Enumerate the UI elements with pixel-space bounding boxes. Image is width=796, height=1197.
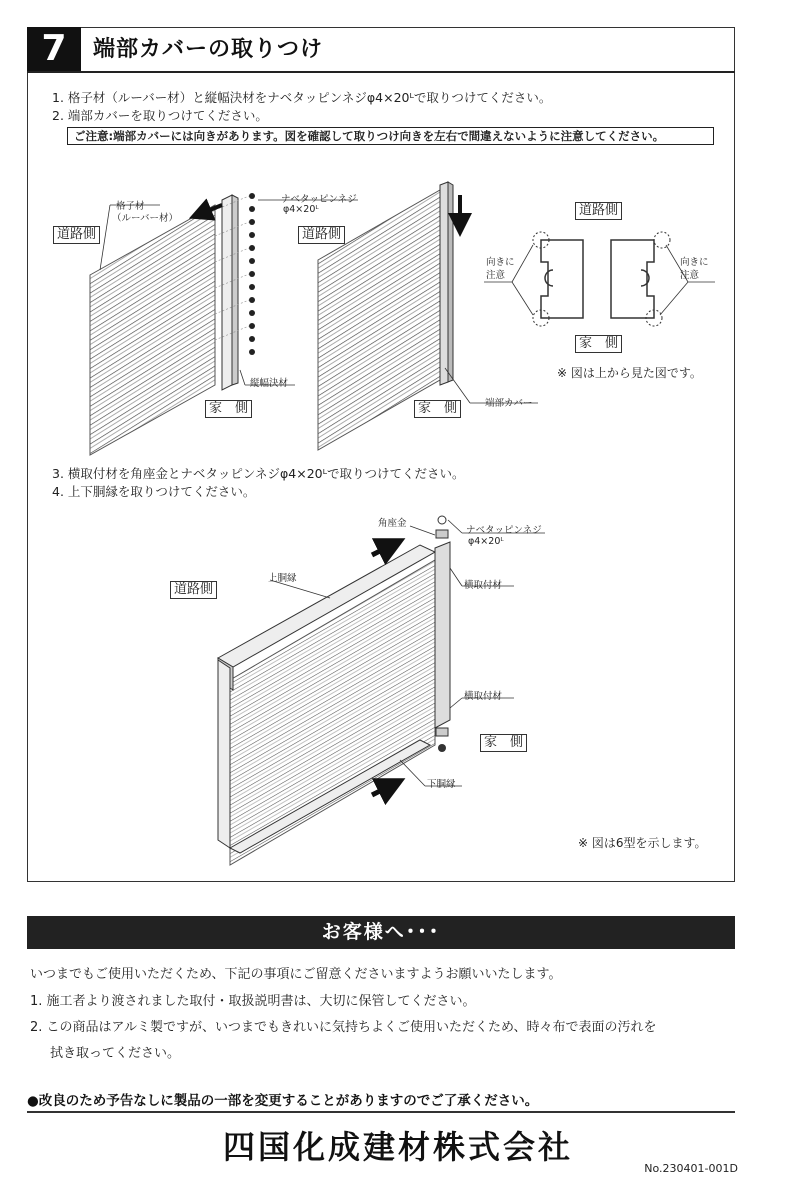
lower-rail-label: 下胴縁 (427, 779, 456, 790)
caution-direction-right: 向きに 注意 (680, 257, 709, 281)
upper-rail-label: 上胴縁 (268, 573, 297, 584)
instruction-3: 3. 横取付材を角座金とナベタッピンネジφ4×20ᴸで取りつけてください。 (52, 466, 465, 481)
screw-size-2: φ4×20ᴸ (468, 536, 504, 547)
house-side-label-4: 家 側 (480, 734, 527, 752)
customer-item-1: 1. 施工者より渡されました取付・取扱説明書は、大切に保管してください。 (30, 994, 476, 1009)
top-view-note: ※ 図は上から見た図です。 (557, 366, 702, 380)
instruction-1: 1. 格子材（ルーバー材）と縦幅決材をナベタッピンネジφ4×20ᴸで取りつけてください。 (52, 90, 552, 105)
customer-item-2-cont: 拭き取ってください。 (50, 1046, 181, 1061)
company-name: 四国化成建材株式会社 (222, 1128, 573, 1166)
road-side-label-3: 道路側 (575, 202, 622, 220)
washer-label: 角座金 (378, 518, 407, 529)
instruction-4: 4. 上下胴縁を取りつけてください。 (52, 484, 256, 499)
house-side-label-3: 家 側 (575, 335, 622, 353)
caution-box: ご注意:端部カバーには向きがあります。図を確認して取りつけ向きを左右で間違えないように注意してください。 (67, 127, 714, 145)
document-number: No.230401-001D (644, 1162, 738, 1175)
house-side-label-1: 家 側 (205, 400, 252, 418)
road-side-label-2: 道路側 (298, 226, 345, 244)
end-cover-label: 端部カバー (485, 398, 533, 409)
customer-intro: いつまでもご使用いただくため、下記の事項にご留意くださいますようお願いいたします。 (30, 967, 562, 982)
model-note: ※ 図は6型を示します。 (578, 836, 707, 850)
road-side-label-4: 道路側 (170, 581, 217, 599)
road-side-label-1: 道路側 (53, 226, 100, 244)
house-side-label-2: 家 側 (414, 400, 461, 418)
lattice-label: 格子材 (116, 201, 145, 212)
screw-label-1: ナベタッピンネジ (281, 194, 357, 205)
side-mount-top-label: 横取付材 (464, 580, 503, 591)
screw-label-2: ナベタッピンネジ (466, 525, 542, 536)
vertical-member-label: 縦幅決材 (250, 378, 289, 389)
instruction-2: 2. 端部カバーを取りつけてください。 (52, 108, 268, 123)
lattice-sub-label: （ルーバー材） (112, 213, 179, 224)
screw-size-1: φ4×20ᴸ (283, 204, 319, 215)
customer-banner: お客様へ･･･ (27, 916, 735, 949)
step-number-badge: 7 (27, 27, 81, 71)
caution-direction-left: 向きに 注意 (486, 257, 515, 281)
change-notice: ●改良のため予告なしに製品の一部を変更することがありますのでご了承ください。 (27, 1093, 539, 1109)
section-title: 端部カバーの取りつけ (93, 37, 324, 62)
customer-item-2: 2. この商品はアルミ製ですが、いつまでもきれいに気持ちよくご使用いただくため、時々布で表面の汚れを (30, 1020, 657, 1035)
footer-divider (27, 1111, 735, 1113)
side-mount-bottom-label: 横取付材 (464, 691, 503, 702)
